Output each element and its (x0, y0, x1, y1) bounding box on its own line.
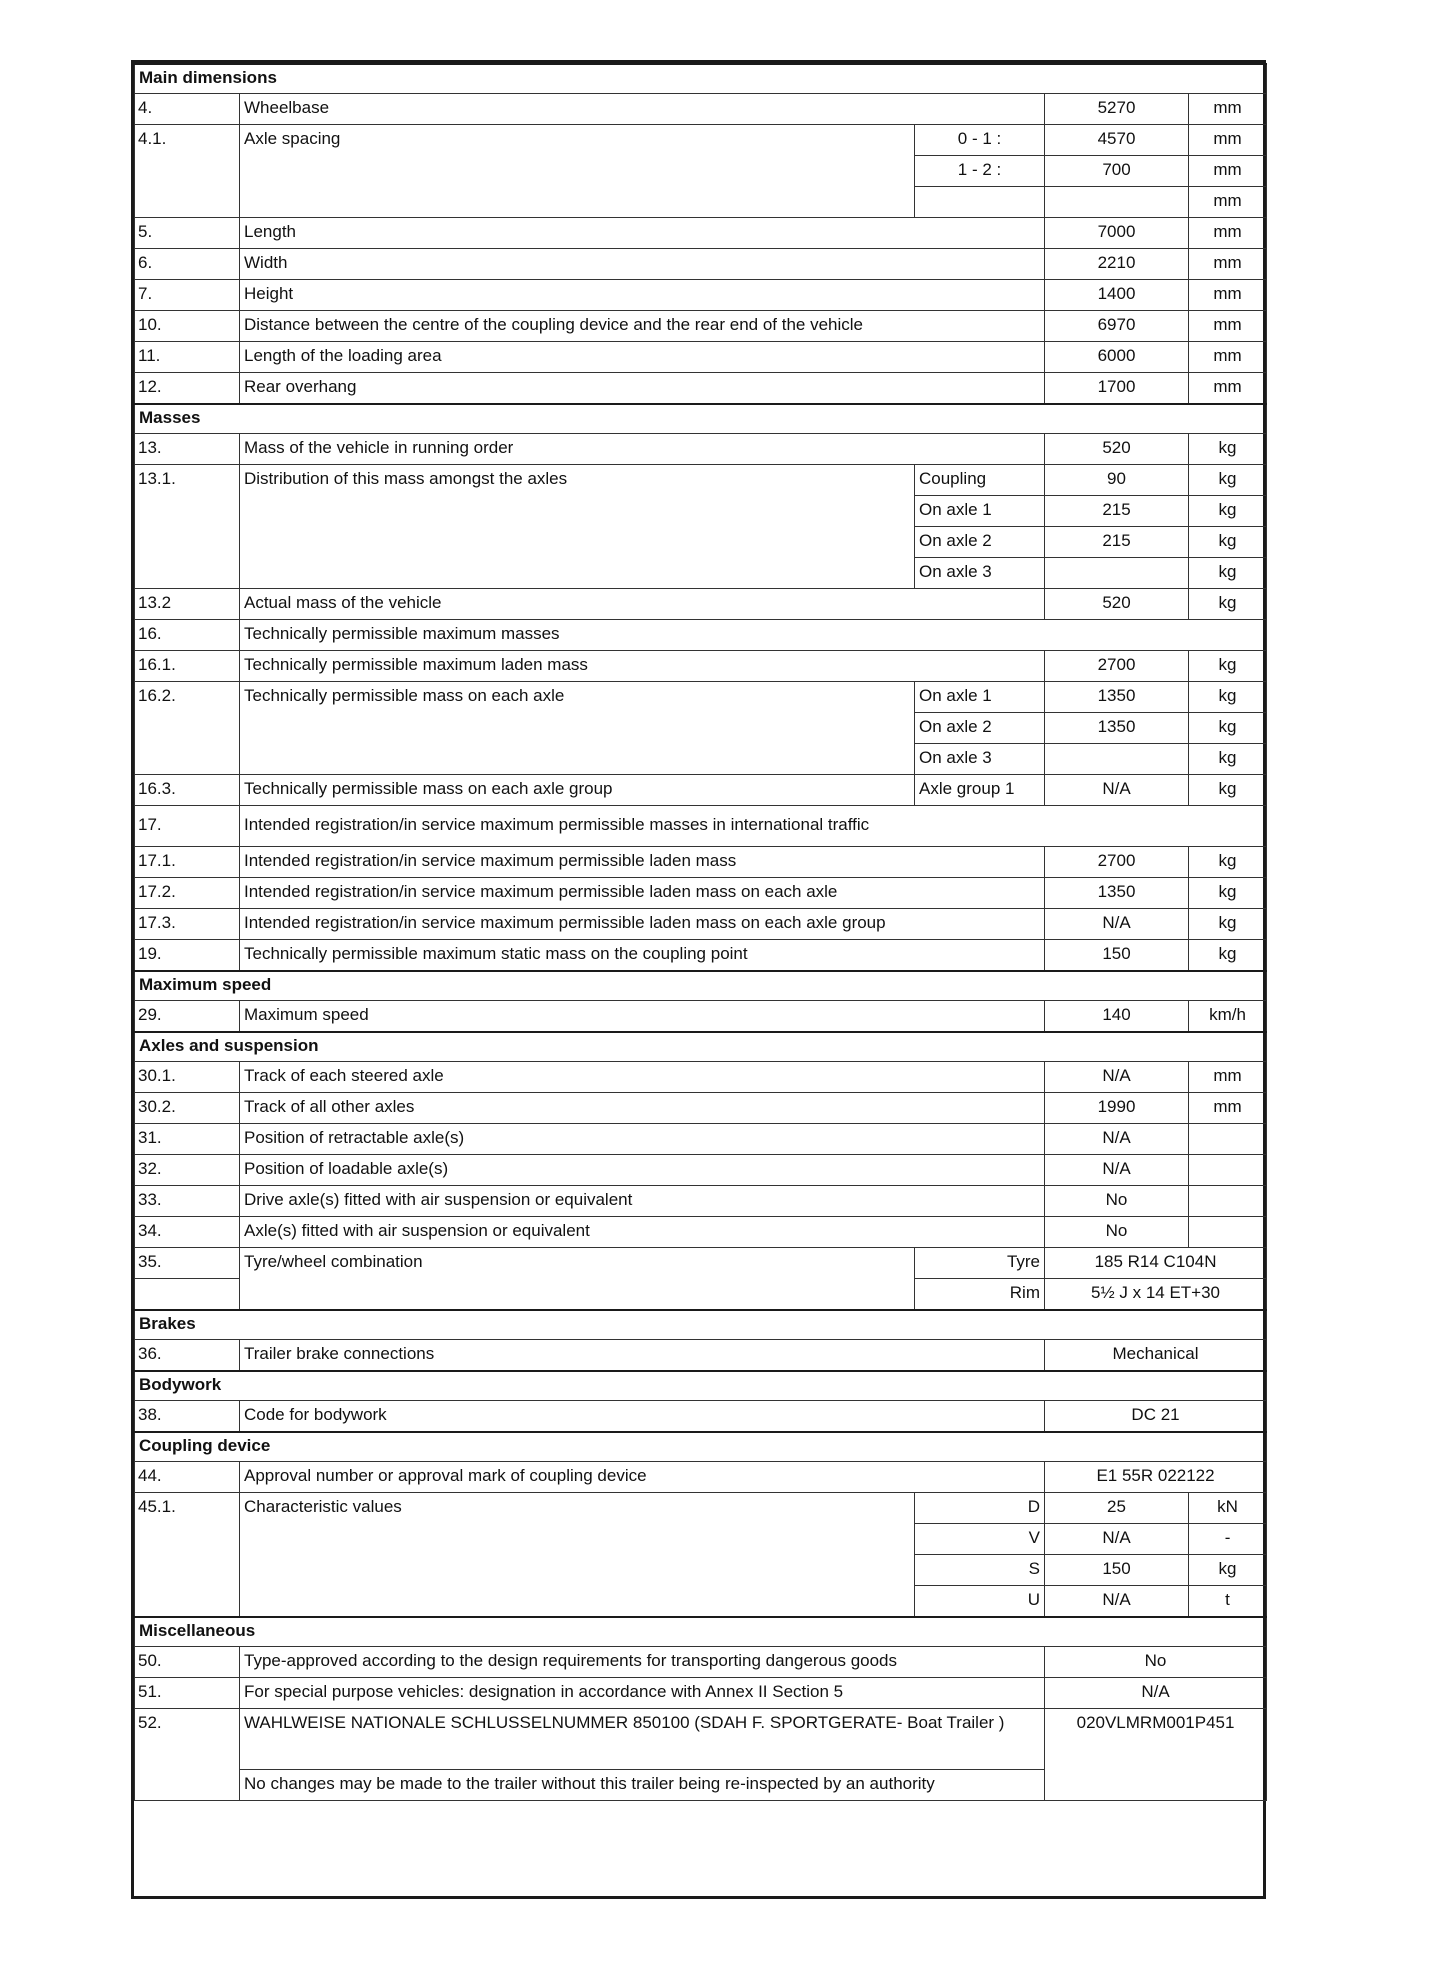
section-brakes (135, 1310, 1267, 1340)
row-label: Distance between the centre of the coupling device and the rear end of the vehicle (240, 311, 1045, 342)
table-row (135, 1340, 1267, 1372)
row-number: 16.1. (135, 651, 240, 682)
table-row (135, 1186, 1267, 1217)
row-label: Height (240, 280, 1045, 311)
row-unit (1189, 1124, 1267, 1155)
table-row (135, 620, 1267, 651)
table-row (135, 311, 1267, 342)
table-row (135, 342, 1267, 373)
specification-table (134, 63, 1267, 1801)
row-number: 17.2. (135, 878, 240, 909)
row-label: Technically permissible maximum static mass on the coupling point (240, 940, 1045, 972)
sub-unit: kg (1189, 713, 1267, 744)
row-label: Wheelbase (240, 94, 1045, 125)
row-unit: km/h (1189, 1001, 1267, 1033)
row-number: 30.2. (135, 1093, 240, 1124)
row-value: N/A (1045, 775, 1189, 806)
row-label: Technically permissible maximum laden mass (240, 651, 1045, 682)
row-number: 10. (135, 311, 240, 342)
row-label: WAHLWEISE NATIONALE SCHLUSSELNUMMER 850100 (SDAH F. SPORTGERATE- Boat Trailer ) (240, 1709, 1045, 1770)
row-value: E1 55R 022122 (1045, 1462, 1267, 1493)
row-label: Position of retractable axle(s) (240, 1124, 1045, 1155)
table-row (135, 1647, 1267, 1678)
sub-key: On axle 1 (915, 682, 1045, 713)
sub-key: Coupling (915, 465, 1045, 496)
section-title: Bodywork (135, 1371, 1267, 1401)
table-row (135, 806, 1267, 847)
sub-unit: kg (1189, 682, 1267, 713)
row-value: 2210 (1045, 249, 1189, 280)
row-label: Tyre/wheel combination (240, 1248, 915, 1311)
sub-unit: kg (1189, 744, 1267, 775)
row-unit: mm (1189, 218, 1267, 249)
row-number-blank (135, 1279, 240, 1311)
row-label: Technically permissible maximum masses (240, 620, 1267, 651)
sub-unit: mm (1189, 187, 1267, 218)
row-number: 52. (135, 1709, 240, 1801)
table-row (135, 1124, 1267, 1155)
row-unit: mm (1189, 280, 1267, 311)
row-number: 33. (135, 1186, 240, 1217)
table-row (135, 94, 1267, 125)
row-number: 4.1. (135, 125, 240, 218)
sub-key: On axle 3 (915, 558, 1045, 589)
row-unit: kg (1189, 940, 1267, 972)
row-unit: kg (1189, 909, 1267, 940)
sub-value: 185 R14 C104N (1045, 1248, 1267, 1279)
row-value: No (1045, 1647, 1267, 1678)
row-value: 6000 (1045, 342, 1189, 373)
sub-value: 90 (1045, 465, 1189, 496)
row-number: 34. (135, 1217, 240, 1248)
row-label: Type-approved according to the design requirements for transporting dangerous goods (240, 1647, 1045, 1678)
row-number: 6. (135, 249, 240, 280)
sub-unit: kg (1189, 1555, 1267, 1586)
sub-value: 5½ J x 14 ET+30 (1045, 1279, 1267, 1311)
sub-unit: - (1189, 1524, 1267, 1555)
table-row (135, 373, 1267, 405)
section-title: Axles and suspension (135, 1032, 1267, 1062)
row-number: 44. (135, 1462, 240, 1493)
row-label: Intended registration/in service maximum permissible laden mass on each axle (240, 878, 1045, 909)
table-row (135, 1709, 1267, 1770)
row-label: Technically permissible mass on each axle group (240, 775, 915, 806)
row-label: Maximum speed (240, 1001, 1045, 1033)
sub-key: On axle 2 (915, 527, 1045, 558)
row-number: 50. (135, 1647, 240, 1678)
table-row (135, 651, 1267, 682)
row-number: 12. (135, 373, 240, 405)
row-label: Width (240, 249, 1045, 280)
row-label: Axle(s) fitted with air suspension or equivalent (240, 1217, 1045, 1248)
section-title: Brakes (135, 1310, 1267, 1340)
table-row (135, 434, 1267, 465)
row-value: 1990 (1045, 1093, 1189, 1124)
row-number: 32. (135, 1155, 240, 1186)
sub-unit: kg (1189, 496, 1267, 527)
row-label: Length of the loading area (240, 342, 1045, 373)
row-value: N/A (1045, 1124, 1189, 1155)
sub-value: 700 (1045, 156, 1189, 187)
row-unit: kg (1189, 434, 1267, 465)
table-row (135, 1155, 1267, 1186)
sub-unit: t (1189, 1586, 1267, 1618)
row-value: N/A (1045, 1062, 1189, 1093)
sub-value: N/A (1045, 1586, 1189, 1618)
row-label: Trailer brake connections (240, 1340, 1045, 1372)
table-row (135, 909, 1267, 940)
row-unit: kg (1189, 651, 1267, 682)
row-number: 35. (135, 1248, 240, 1279)
row-number: 13. (135, 434, 240, 465)
table-row (135, 249, 1267, 280)
sub-unit: kg (1189, 527, 1267, 558)
row-number: 30.1. (135, 1062, 240, 1093)
row-number: 19. (135, 940, 240, 972)
row-label: Track of each steered axle (240, 1062, 1045, 1093)
section-title: Main dimensions (135, 64, 1267, 94)
table-row (135, 1001, 1267, 1033)
sub-value: N/A (1045, 1524, 1189, 1555)
sub-unit: mm (1189, 156, 1267, 187)
row-unit: mm (1189, 342, 1267, 373)
table-row (135, 218, 1267, 249)
section-title: Maximum speed (135, 971, 1267, 1001)
sub-value (1045, 558, 1189, 589)
row-value: No (1045, 1186, 1189, 1217)
row-label: Code for bodywork (240, 1401, 1045, 1433)
row-number: 16. (135, 620, 240, 651)
section-title: Coupling device (135, 1432, 1267, 1462)
row-label: Intended registration/in service maximum permissible masses in international traffic (240, 806, 1267, 847)
row-value: N/A (1045, 1155, 1189, 1186)
table-row (135, 589, 1267, 620)
sub-unit: kg (1189, 465, 1267, 496)
row-number: 31. (135, 1124, 240, 1155)
sub-unit: mm (1189, 125, 1267, 156)
row-number: 11. (135, 342, 240, 373)
row-unit: kg (1189, 589, 1267, 620)
sub-key: On axle 1 (915, 496, 1045, 527)
table-row (135, 1462, 1267, 1493)
table-row (135, 1248, 1267, 1279)
table-row (135, 465, 1267, 496)
sub-key: D (915, 1493, 1045, 1524)
row-value: N/A (1045, 909, 1189, 940)
row-label: Characteristic values (240, 1493, 915, 1618)
sub-value (1045, 744, 1189, 775)
row-value: No (1045, 1217, 1189, 1248)
row-value: 6970 (1045, 311, 1189, 342)
row-unit: mm (1189, 373, 1267, 405)
row-number: 7. (135, 280, 240, 311)
section-main-dimensions (135, 64, 1267, 94)
row-unit (1189, 1186, 1267, 1217)
section-coupling-device (135, 1432, 1267, 1462)
section-miscellaneous (135, 1617, 1267, 1647)
sub-value: 4570 (1045, 125, 1189, 156)
table-row (135, 682, 1267, 713)
row-number: 38. (135, 1401, 240, 1433)
row-value: Mechanical (1045, 1340, 1267, 1372)
row-value: 1350 (1045, 878, 1189, 909)
sub-value: 1350 (1045, 713, 1189, 744)
row-number: 36. (135, 1340, 240, 1372)
row-value: 150 (1045, 940, 1189, 972)
sub-key: U (915, 1586, 1045, 1618)
sub-value (1045, 187, 1189, 218)
row-unit: mm (1189, 1062, 1267, 1093)
row-label: For special purpose vehicles: designation in accordance with Annex II Section 5 (240, 1678, 1045, 1709)
row-label: Position of loadable axle(s) (240, 1155, 1045, 1186)
table-row (135, 847, 1267, 878)
section-title: Miscellaneous (135, 1617, 1267, 1647)
table-row (135, 125, 1267, 156)
table-row (135, 1062, 1267, 1093)
section-masses (135, 404, 1267, 434)
row-value: N/A (1045, 1678, 1267, 1709)
table-row (135, 280, 1267, 311)
section-title: Masses (135, 404, 1267, 434)
row-value: DC 21 (1045, 1401, 1267, 1433)
table-row (135, 1493, 1267, 1524)
table-row (135, 1093, 1267, 1124)
sub-key: Axle group 1 (915, 775, 1045, 806)
sub-unit: kN (1189, 1493, 1267, 1524)
row-unit: kg (1189, 775, 1267, 806)
row-value: 1400 (1045, 280, 1189, 311)
sub-key: S (915, 1555, 1045, 1586)
sub-key: On axle 2 (915, 713, 1045, 744)
row-unit: kg (1189, 847, 1267, 878)
row-note: No changes may be made to the trailer without this trailer being re-inspected by an authority (240, 1770, 1045, 1801)
row-number: 4. (135, 94, 240, 125)
table-row (135, 1401, 1267, 1433)
sub-value: 25 (1045, 1493, 1189, 1524)
sub-key (915, 187, 1045, 218)
row-label: Mass of the vehicle in running order (240, 434, 1045, 465)
row-number: 29. (135, 1001, 240, 1033)
row-value: 140 (1045, 1001, 1189, 1033)
row-unit: mm (1189, 94, 1267, 125)
row-label: Drive axle(s) fitted with air suspension or equivalent (240, 1186, 1045, 1217)
sub-value: 150 (1045, 1555, 1189, 1586)
vehicle-specification-sheet (131, 60, 1266, 1899)
sub-unit: kg (1189, 558, 1267, 589)
row-unit: mm (1189, 249, 1267, 280)
row-number: 17. (135, 806, 240, 847)
sub-key: On axle 3 (915, 744, 1045, 775)
row-number: 5. (135, 218, 240, 249)
sub-key: Tyre (915, 1248, 1045, 1279)
row-unit: mm (1189, 1093, 1267, 1124)
row-label: Technically permissible mass on each axle (240, 682, 915, 775)
sub-key: 0 - 1 : (915, 125, 1045, 156)
row-value: 520 (1045, 589, 1189, 620)
table-row (135, 775, 1267, 806)
row-value: 7000 (1045, 218, 1189, 249)
row-label: Intended registration/in service maximum permissible laden mass (240, 847, 1045, 878)
sub-value: 215 (1045, 496, 1189, 527)
row-number: 13.1. (135, 465, 240, 589)
row-number: 13.2 (135, 589, 240, 620)
row-number: 45.1. (135, 1493, 240, 1618)
row-label: Approval number or approval mark of coupling device (240, 1462, 1045, 1493)
row-label: Rear overhang (240, 373, 1045, 405)
table-row (135, 1217, 1267, 1248)
sub-key: V (915, 1524, 1045, 1555)
sub-key: 1 - 2 : (915, 156, 1045, 187)
row-label: Axle spacing (240, 125, 915, 218)
row-unit: kg (1189, 878, 1267, 909)
row-label: Distribution of this mass amongst the axles (240, 465, 915, 589)
row-value: 2700 (1045, 651, 1189, 682)
row-unit (1189, 1155, 1267, 1186)
row-label: Intended registration/in service maximum permissible laden mass on each axle group (240, 909, 1045, 940)
row-number: 51. (135, 1678, 240, 1709)
table-row (135, 1678, 1267, 1709)
row-value: 520 (1045, 434, 1189, 465)
row-number: 16.2. (135, 682, 240, 775)
row-number: 17.1. (135, 847, 240, 878)
row-label: Actual mass of the vehicle (240, 589, 1045, 620)
row-unit (1189, 1217, 1267, 1248)
row-unit: mm (1189, 311, 1267, 342)
section-axles-suspension (135, 1032, 1267, 1062)
row-number: 16.3. (135, 775, 240, 806)
section-maximum-speed (135, 971, 1267, 1001)
row-value: 020VLMRM001P451 (1045, 1709, 1267, 1801)
row-value: 2700 (1045, 847, 1189, 878)
row-value: 1700 (1045, 373, 1189, 405)
table-row (135, 878, 1267, 909)
row-label: Track of all other axles (240, 1093, 1045, 1124)
section-bodywork (135, 1371, 1267, 1401)
sub-value: 215 (1045, 527, 1189, 558)
row-number: 17.3. (135, 909, 240, 940)
row-label: Length (240, 218, 1045, 249)
table-row (135, 940, 1267, 972)
sub-key: Rim (915, 1279, 1045, 1311)
sub-value: 1350 (1045, 682, 1189, 713)
row-value: 5270 (1045, 94, 1189, 125)
